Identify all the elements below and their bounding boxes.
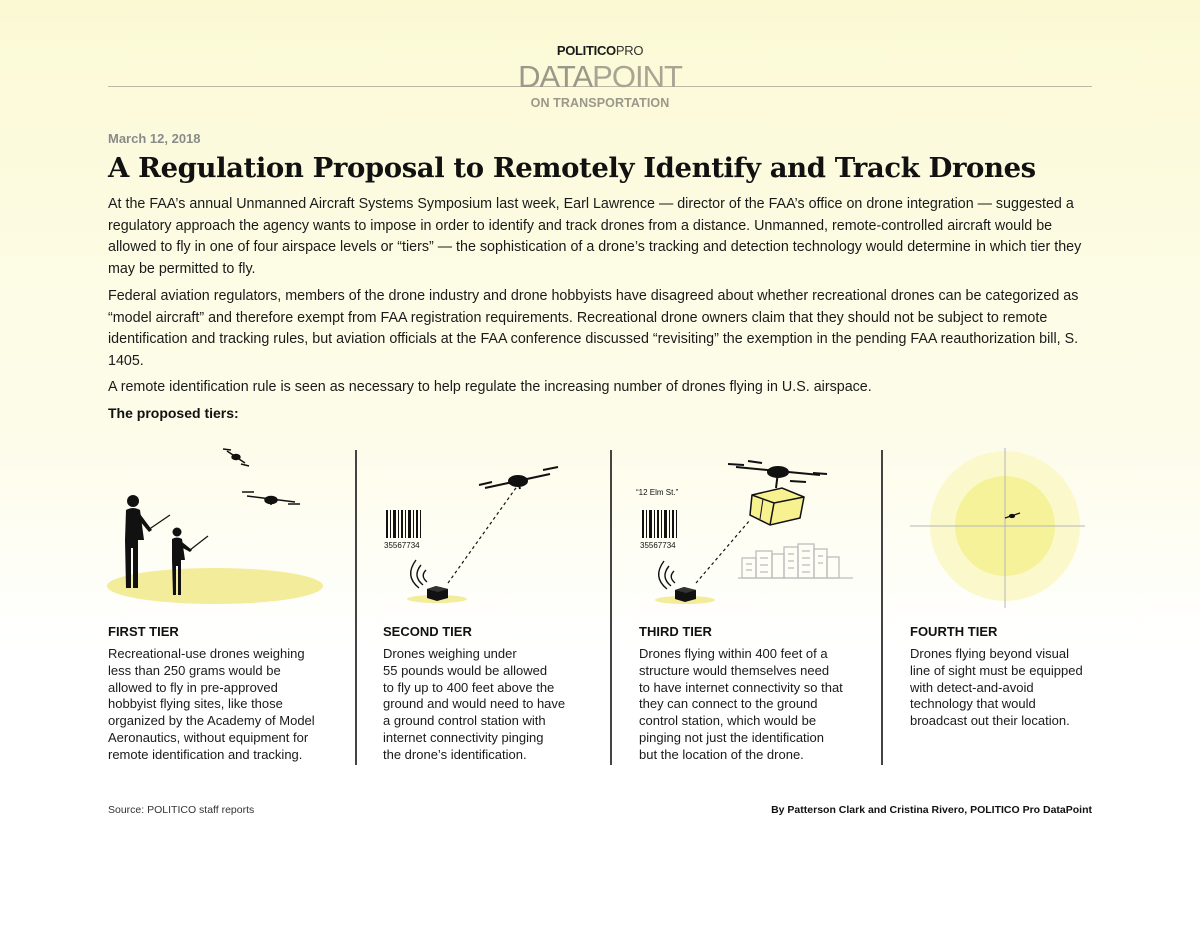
tier-description-line: less than 250 grams would be xyxy=(108,662,281,678)
tier-description-line: to fly up to 400 feet above the xyxy=(383,679,555,695)
remote-antenna xyxy=(190,536,208,550)
summary-paragraph: A remote identification rule is seen as necessary to help regulate the increasing number of drones flying in U.S. airspace. xyxy=(108,379,872,395)
tier-description-line: remote identification and tracking. xyxy=(108,746,303,762)
tier-description xyxy=(108,646,348,764)
barcode-label: 35567734 xyxy=(384,541,420,550)
tier3-illustration xyxy=(630,455,860,610)
tier1-illustration xyxy=(100,440,340,610)
tier-divider xyxy=(355,450,357,765)
tier-description-line: ground and would need to have xyxy=(383,696,566,712)
signal-waves-icon xyxy=(659,561,675,589)
tier-description-line: Drones weighing under xyxy=(383,646,517,661)
tier-description-line: technology that would xyxy=(910,696,1036,712)
tier-description-line: broadcast out their location. xyxy=(910,713,1070,729)
tier-description-line: Recreational-use drones weighing xyxy=(108,646,305,661)
small-drone-icon xyxy=(223,449,249,466)
tier-description-line: a ground control station with xyxy=(383,713,546,729)
small-drone-icon xyxy=(242,492,300,505)
tier-title: THIRD TIER xyxy=(639,624,712,639)
ground-station-icon xyxy=(675,587,696,602)
tier-description-line: with detect-and-avoid xyxy=(910,679,1034,695)
article-title: A Regulation Proposal to Remotely Identify and Track Drones xyxy=(108,152,1036,184)
tier-description-line: pinging not just the identification xyxy=(639,729,825,745)
tier-description-line: 55 pounds would be allowed xyxy=(383,662,548,678)
source-note: Source: POLITICO staff reports xyxy=(108,804,255,816)
tier-title: FOURTH TIER xyxy=(910,624,998,639)
barcode-icon xyxy=(642,510,677,538)
tier-description xyxy=(910,646,1100,730)
tier-description-line: structure would themselves need xyxy=(639,662,830,678)
tier-description-line: the drone’s identification. xyxy=(383,746,527,762)
address-label: “12 Elm St.” xyxy=(636,488,679,497)
datapoint-logo: DATAPOINT xyxy=(518,59,682,94)
tier-description-line: line of sight must be equipped xyxy=(910,662,1083,678)
tier4-illustration xyxy=(905,448,1090,608)
barcode-label: 35567734 xyxy=(640,541,676,550)
tiers-heading: The proposed tiers: xyxy=(108,405,239,421)
flying-site-ground xyxy=(107,568,323,604)
barcode-icon xyxy=(386,510,421,538)
tier-description-line: but the location of the drone. xyxy=(639,746,804,762)
tier-divider xyxy=(610,450,612,765)
tier-description-line: hobbyist flying sites, like those xyxy=(108,696,283,712)
body-paragraph: Federal aviation regulators, members of the drone industry and drone hobbyists have disagreed about whether recreational drones can be categorized as “model aircraft” and therefore exempt from FAA registration requirements. Recreational drone owners claim that they should not be subject to remote identification and tracking rules, but aviation officials at the FAA conference discussed “revisiting” the exemption in the pending FAA reauthorization bill, S. 1405. xyxy=(108,288,1079,369)
package-icon xyxy=(750,488,804,525)
tier2-illustration xyxy=(380,455,580,610)
tier-description-line: Drones flying within 400 feet of a xyxy=(639,646,828,661)
drone-icon xyxy=(479,467,558,489)
article-date: March 12, 2018 xyxy=(108,131,201,146)
buildings-icon xyxy=(738,544,853,578)
tier-description-line: internet connectivity pinging xyxy=(383,729,544,745)
link-line xyxy=(448,485,518,583)
tier-description-line: Drones flying beyond visual xyxy=(910,646,1069,661)
delivery-drone-icon xyxy=(728,461,827,488)
politico-pro-logo: POLITICOPRO xyxy=(556,43,644,58)
tier-divider xyxy=(881,450,883,765)
masthead-subtitle: ON TRANSPORTATION xyxy=(530,96,670,110)
tier-title: SECOND TIER xyxy=(383,624,472,639)
tier-description xyxy=(639,646,874,764)
tier-description-line: allowed to fly in pre-approved xyxy=(108,679,278,695)
tier-description-line: to have internet connectivity so that xyxy=(639,679,843,695)
signal-waves-icon xyxy=(411,560,427,588)
tier-description-line: Aeronautics, without equipment for xyxy=(108,729,309,745)
tier-description-line: organized by the Academy of Model xyxy=(108,713,315,729)
tier-title: FIRST TIER xyxy=(108,624,179,639)
tier-description xyxy=(383,646,603,764)
byline: By Patterson Clark and Cristina Rivero, POLITICO Pro DataPoint xyxy=(771,804,1092,816)
tier-description-line: control station, which would be xyxy=(639,713,817,729)
tier-description-line: they can connect to the ground xyxy=(639,696,818,712)
ground-station-icon xyxy=(427,586,448,601)
intro-paragraph: At the FAA’s annual Unmanned Aircraft Systems Symposium last week, Earl Lawrence — director of the FAA’s office on drone integration — suggested a regulatory approach the agency wants to impose in order to identify and track drones from a distance. Unmanned, remote-controlled aircraft would be allowed to fly in one of four airspace levels or “tiers” — the sophistication of a drone’s tracking and detection technology would determine in which tier they may be permitted to fly. xyxy=(108,196,1082,277)
remote-antenna xyxy=(148,515,170,530)
